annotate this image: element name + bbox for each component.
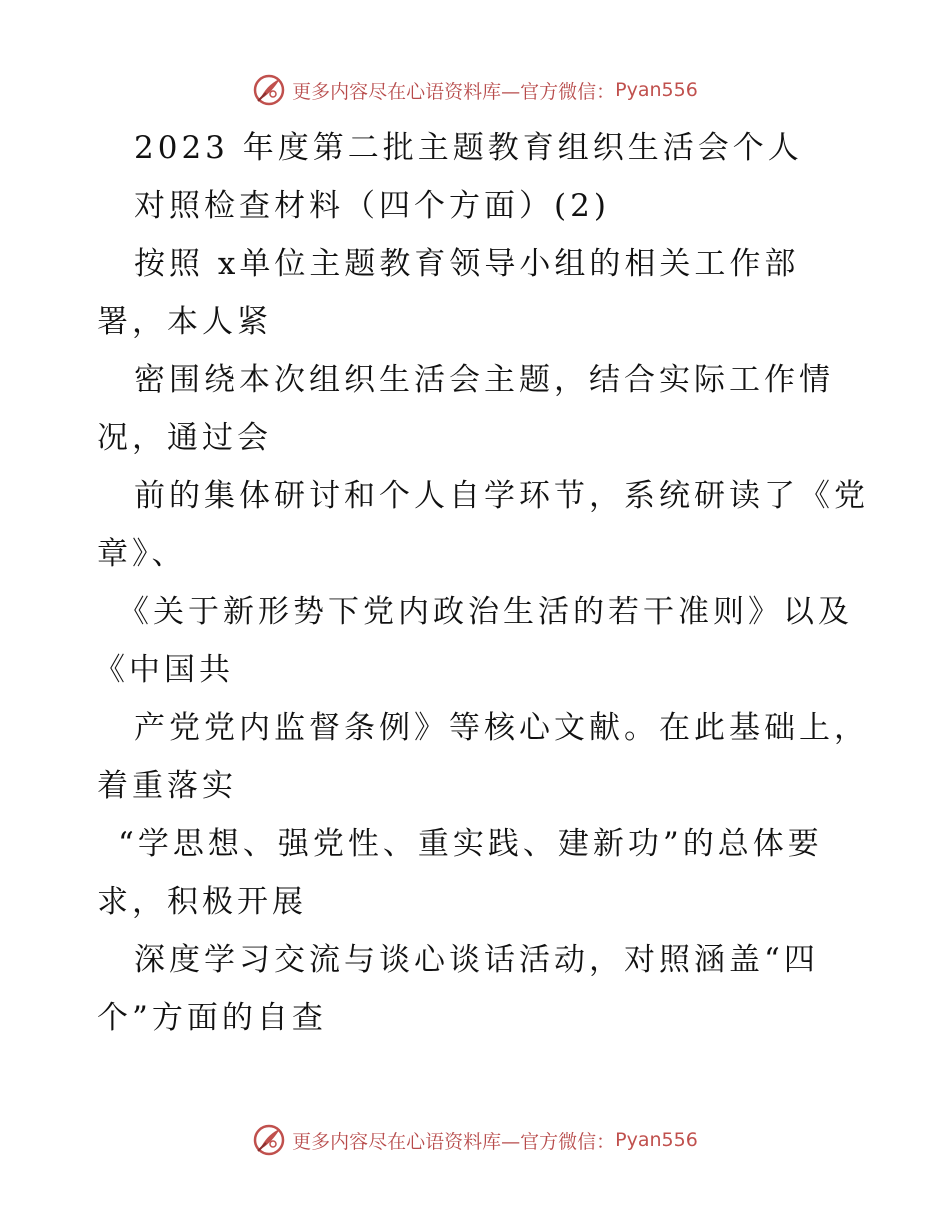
doc-text-line: 产党党内监督条例》等核心文献。在此基础上，: [134, 710, 869, 746]
doc-text-line: “学思想、强党性、重实践、建新功”的总体要: [118, 826, 823, 862]
banner-promo-text: 更多内容尽在心语资料库—官方微信：: [292, 1130, 616, 1153]
banner-wechat-handle: Pyan556: [615, 1129, 698, 1151]
feather-pen-logo-icon: [252, 73, 286, 107]
header-banner: [0, 70, 950, 110]
doc-text-line: 前的集体研讨和个人自学环节，系统研读了《党: [134, 478, 869, 514]
banner-wechat-handle: Pyan556: [615, 79, 698, 101]
banner-promo-text: 更多内容尽在心语资料库—官方微信：: [292, 80, 616, 103]
doc-text-line: 按照 x单位主题教育领导小组的相关工作部: [134, 246, 800, 282]
doc-text-line: 署，本人紧: [97, 304, 272, 340]
doc-text-line: 深度学习交流与谈心谈话活动，对照涵盖“四: [134, 942, 819, 978]
doc-title-line-1: 2023 年度第二批主题教育组织生活会个人: [134, 130, 803, 166]
doc-title-line-2: 对照检查材料（四个方面）(2): [134, 188, 610, 224]
doc-text-line: 《中国共: [94, 652, 234, 688]
doc-text-line: 求，积极开展: [97, 884, 307, 920]
doc-text-line: 个”方面的自查: [97, 1000, 327, 1036]
doc-text-line: 着重落实: [97, 768, 237, 804]
doc-text-line: 密围绕本次组织生活会主题，结合实际工作情: [134, 362, 834, 398]
feather-pen-logo-icon: [252, 1123, 286, 1157]
doc-text-line: 况，通过会: [97, 420, 272, 456]
doc-text-line: 章》、: [97, 536, 187, 572]
footer-banner: [0, 1120, 950, 1160]
doc-text-line: 《关于新形势下党内政治生活的若干准则》以及: [118, 594, 853, 630]
